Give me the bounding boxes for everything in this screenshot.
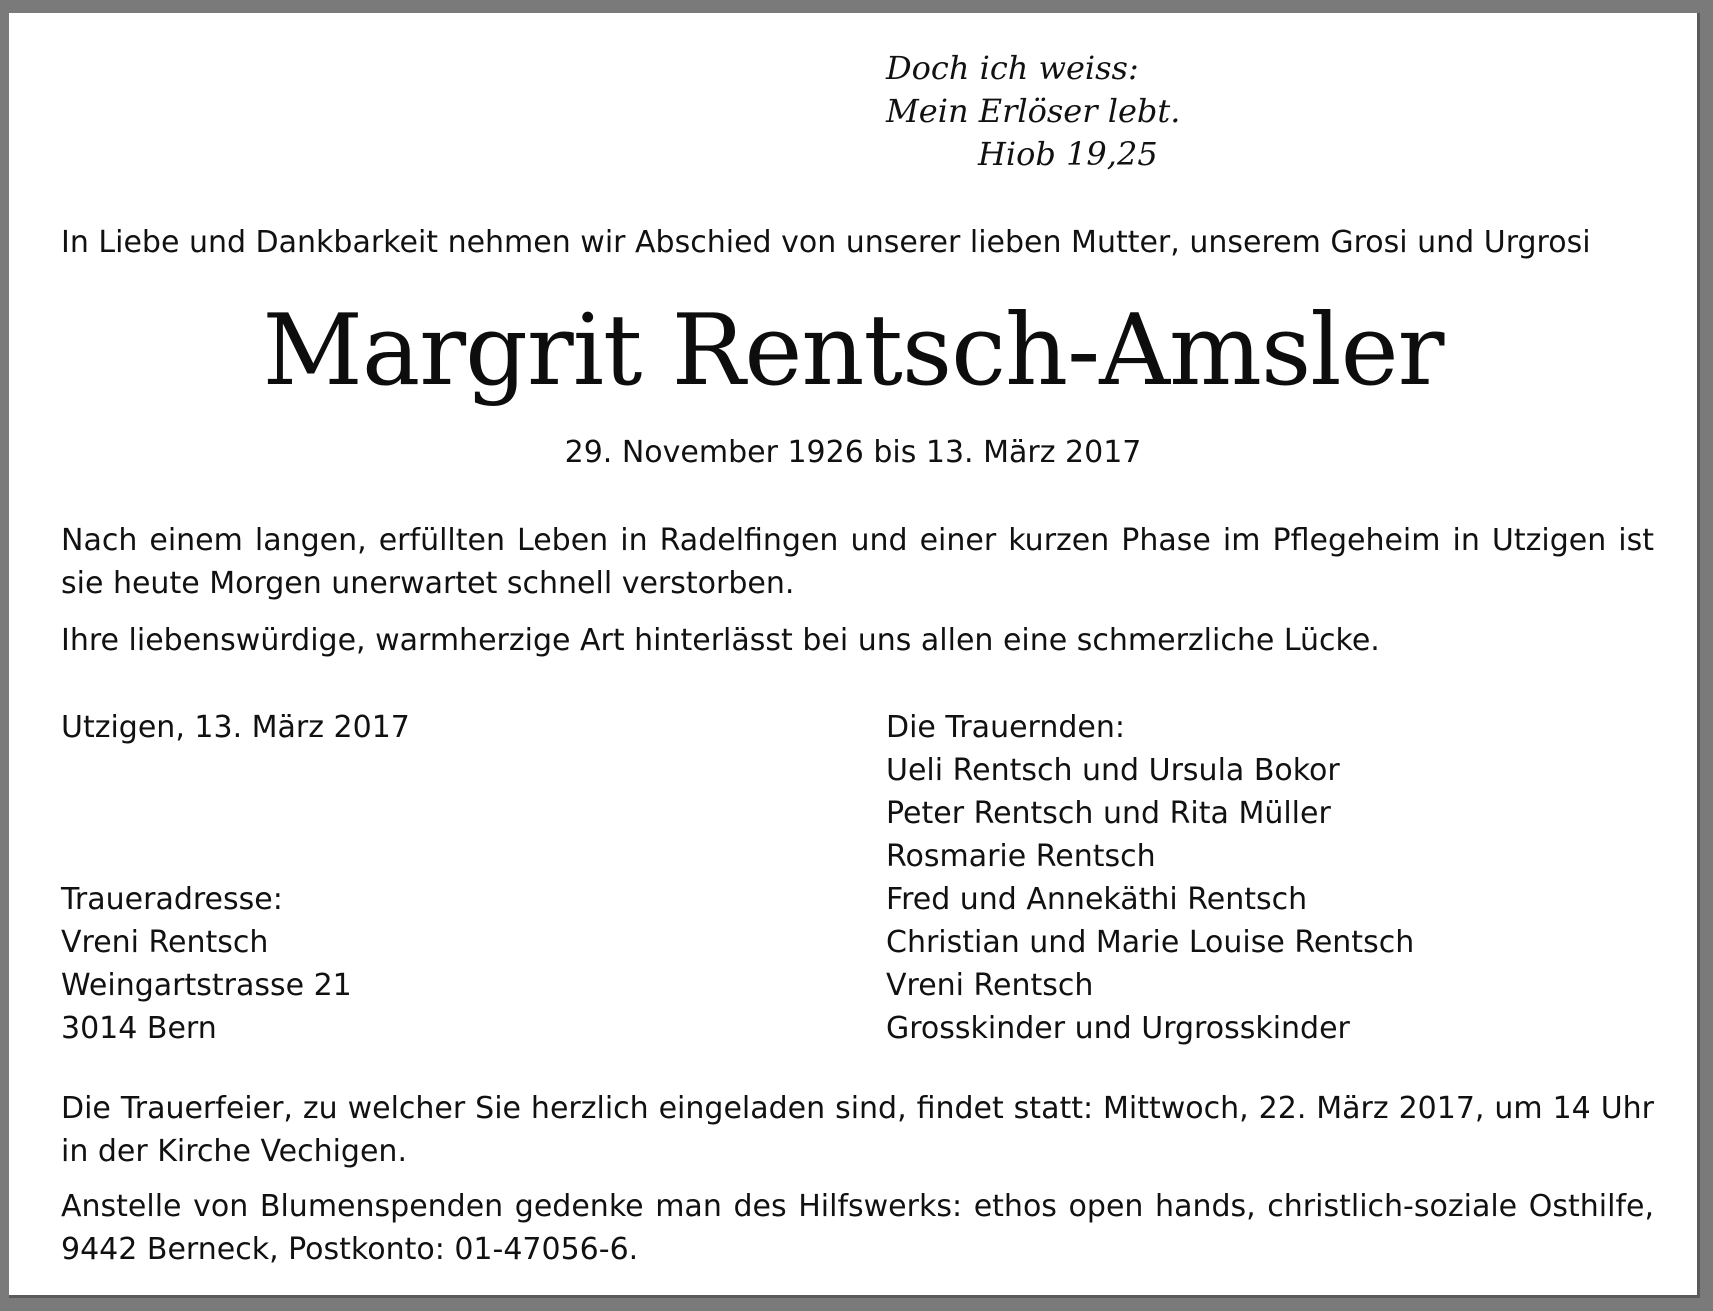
mourning-address — [61, 878, 352, 1050]
mourner-name: Rosmarie Rentsch — [886, 839, 1156, 874]
address-name: Vreni Rentsch — [61, 925, 269, 960]
mourner-name: Christian und Marie Louise Rentsch — [886, 925, 1415, 960]
address-city: 3014 Bern — [61, 1011, 217, 1046]
mourner-name: Vreni Rentsch — [886, 968, 1094, 1003]
tribute-paragraph: Ihre liebenswürdige, warmherzige Art hinterlässt bei uns allen eine schmerzliche Lücke. — [61, 623, 1380, 658]
intro-text: In Liebe und Dankbarkeit nehmen wir Abschied von unserer lieben Mutter, unserem Grosi und Urgrosi — [61, 225, 1591, 260]
life-paragraph: Nach einem langen, erfüllten Leben in Radelfingen und einer kurzen Phase im Pflegeheim in Utzigen ist sie heute Morgen unerwartet schnell verstorben. — [61, 523, 1654, 601]
life-dates: 29. November 1926 bis 13. März 2017 — [564, 435, 1142, 470]
address-street: Weingartstrasse 21 — [61, 968, 352, 1003]
quote-line-2: Mein Erlöser lebt. — [886, 92, 1181, 130]
quote-line-1: Doch ich weiss: — [886, 49, 1139, 87]
donation-paragraph: Anstelle von Blumenspenden gedenke man des Hilfswerks: ethos open hands, christlich-soziale Osthilfe, 9442 Berneck, Postkonto: 01-47056-6. — [61, 1189, 1654, 1267]
quote-reference: Hiob 19,25 — [978, 135, 1158, 173]
mourners-list — [886, 706, 1414, 1050]
deceased-name: Margrit Rentsch-Amsler — [262, 294, 1444, 408]
mourner-name: Fred und Annekäthi Rentsch — [886, 882, 1308, 917]
mourner-name: Grosskinder und Urgrosskinder — [886, 1011, 1350, 1046]
bible-quote — [886, 47, 1180, 176]
funeral-paragraph: Die Trauerfeier, zu welcher Sie herzlich eingeladen sind, findet statt: Mittwoch, 22. März 2017, um 14 Uhr in der Kirche Vechigen. — [61, 1091, 1654, 1169]
address-label: Traueradresse: — [61, 882, 283, 917]
mourner-name: Peter Rentsch und Rita Müller — [886, 796, 1331, 831]
place-and-date: Utzigen, 13. März 2017 — [61, 710, 410, 745]
obituary-notice — [9, 13, 1700, 1298]
mourner-name: Ueli Rentsch und Ursula Bokor — [886, 753, 1340, 788]
mourners-label: Die Trauernden: — [886, 710, 1125, 745]
